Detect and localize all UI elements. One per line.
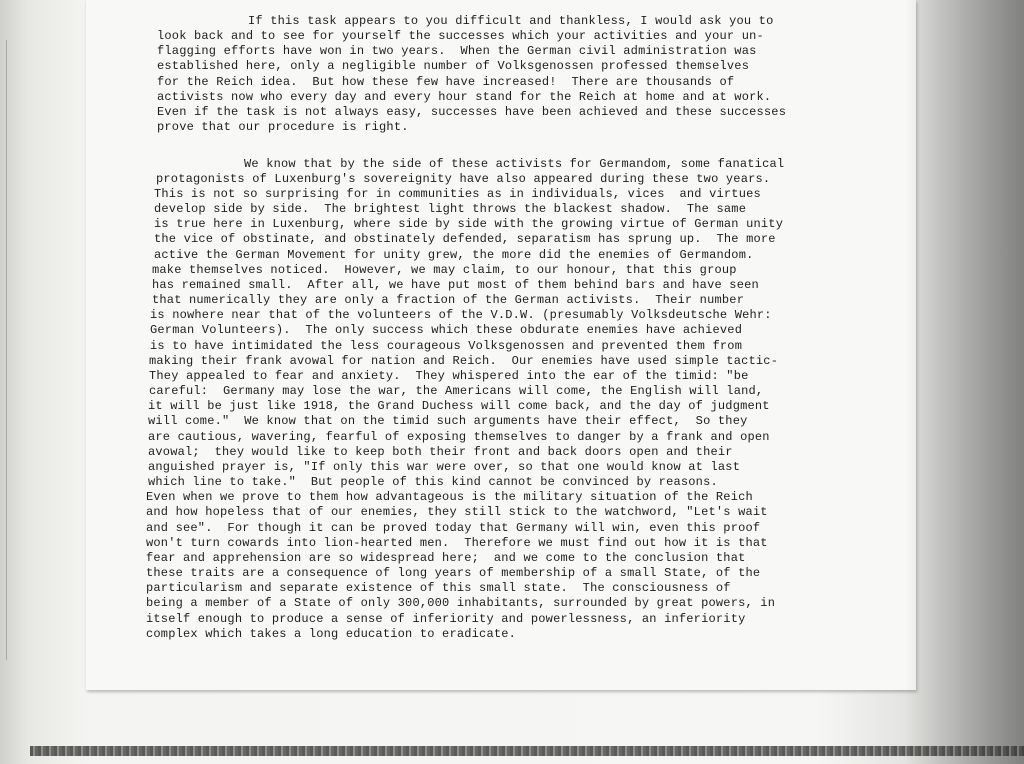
text-line: particularism and separate existence of this small state. The consciousness of <box>146 581 731 595</box>
scan-bottom-edge <box>30 746 1024 756</box>
scan-shadow-right <box>904 0 1024 764</box>
text-line: anguished prayer is, "If only this war were over, so that one would know at last <box>148 460 741 474</box>
text-line: They appealed to fear and anxiety. They whispered into the ear of the timid: "be <box>149 369 749 383</box>
text-line: make themselves noticed. However, we may claim, to our honour, that this group <box>152 263 737 277</box>
text-line: established here, only a negligible number of Volksgenossen professed themselves <box>157 59 750 73</box>
text-line: making their frank avowal for nation and Reich. Our enemies have used simple tactic- <box>149 354 779 368</box>
scan-left-edge-line <box>6 40 7 660</box>
text-line: activists now who every day and every hour stand for the Reich at home and at work. <box>157 90 772 104</box>
text-line: Even when we prove to them how advantageous is the military situation of the Reich <box>146 490 753 504</box>
text-line: is nowhere near that of the volunteers of the V.D.W. (presumably Volksdeutsche Wehr: <box>150 308 772 322</box>
text-line: being a member of a State of only 300,000 inhabitants, surrounded by great powers, in <box>146 596 776 610</box>
text-line: won't turn cowards into lion-hearted men. Therefore we must find out how it is that <box>146 536 768 550</box>
text-line: the vice of obstinate, and obstinately defended, separatism has sprung up. The more <box>154 232 776 246</box>
text-line: fear and apprehension are so widespread here; and we come to the conclusion that <box>146 551 746 565</box>
text-line: develop side by side. The brightest light throws the blackest shadow. The same <box>154 202 747 216</box>
text-line: German Volunteers). The only success which these obdurate enemies have achieved <box>150 323 743 337</box>
text-line: protagonists of Luxenburg's sovereignity have also appeared during these two years. <box>156 172 771 186</box>
text-line: and how hopeless that of our enemies, they still stick to the watchword, "Let's wait <box>146 505 768 519</box>
text-line: look back and to see for yourself the successes which your activities and your un- <box>157 29 764 43</box>
text-line: Even if the task is not always easy, successes have been achieved and these successes <box>157 105 787 119</box>
text-line: prove that our procedure is right. <box>157 120 409 134</box>
text-line: itself enough to produce a sense of inferiority and powerlessness, an inferiority <box>146 612 746 626</box>
text-line: it will be just like 1918, the Grand Duchess will come back, and the day of judgment <box>148 399 770 413</box>
text-line: is true here in Luxenburg, where side by side with the growing virtue of German unity <box>154 217 784 231</box>
text-line: careful: Germany may lose the war, the Americans will come, the English will land, <box>149 384 764 398</box>
text-line: that numerically they are only a fraction of the German activists. Their number <box>152 293 745 307</box>
text-line: these traits are a consequence of long years of membership of a small State, of the <box>146 566 761 580</box>
text-line: and see". For though it can be proved today that Germany will win, even this proof <box>146 521 761 535</box>
text-line: has remained small. After all, we have put most of them behind bars and have seen <box>152 278 759 292</box>
text-line: will come." We know that on the timid such arguments have their effect, So they <box>148 414 748 428</box>
text-line: flagging efforts have won in two years. When the German civil administration was <box>157 44 757 58</box>
text-line: for the Reich idea. But how these few have increased! There are thousands of <box>157 75 735 89</box>
text-line: which line to take." But people of this kind cannot be convinced by reasons. <box>148 475 718 489</box>
text-line: complex which takes a long education to eradicate. <box>146 627 517 641</box>
text-line: are cautious, wavering, fearful of exposing themselves to danger by a frank and open <box>148 430 770 444</box>
text-line: This is not so surprising for in communities as in individuals, vices and virtues <box>154 187 761 201</box>
text-line: If this task appears to you difficult and thankless, I would ask you to <box>248 14 774 28</box>
text-line: active the German Movement for unity grew, the more did the enemies of Germandom. <box>154 248 754 262</box>
text-line: is to have intimidated the less courageous Volksgenossen and prevented them from <box>150 339 743 353</box>
text-line: We know that by the side of these activists for Germandom, some fanatical <box>244 157 785 171</box>
text-line: avowal; they would like to keep both their front and back doors open and their <box>148 445 733 459</box>
